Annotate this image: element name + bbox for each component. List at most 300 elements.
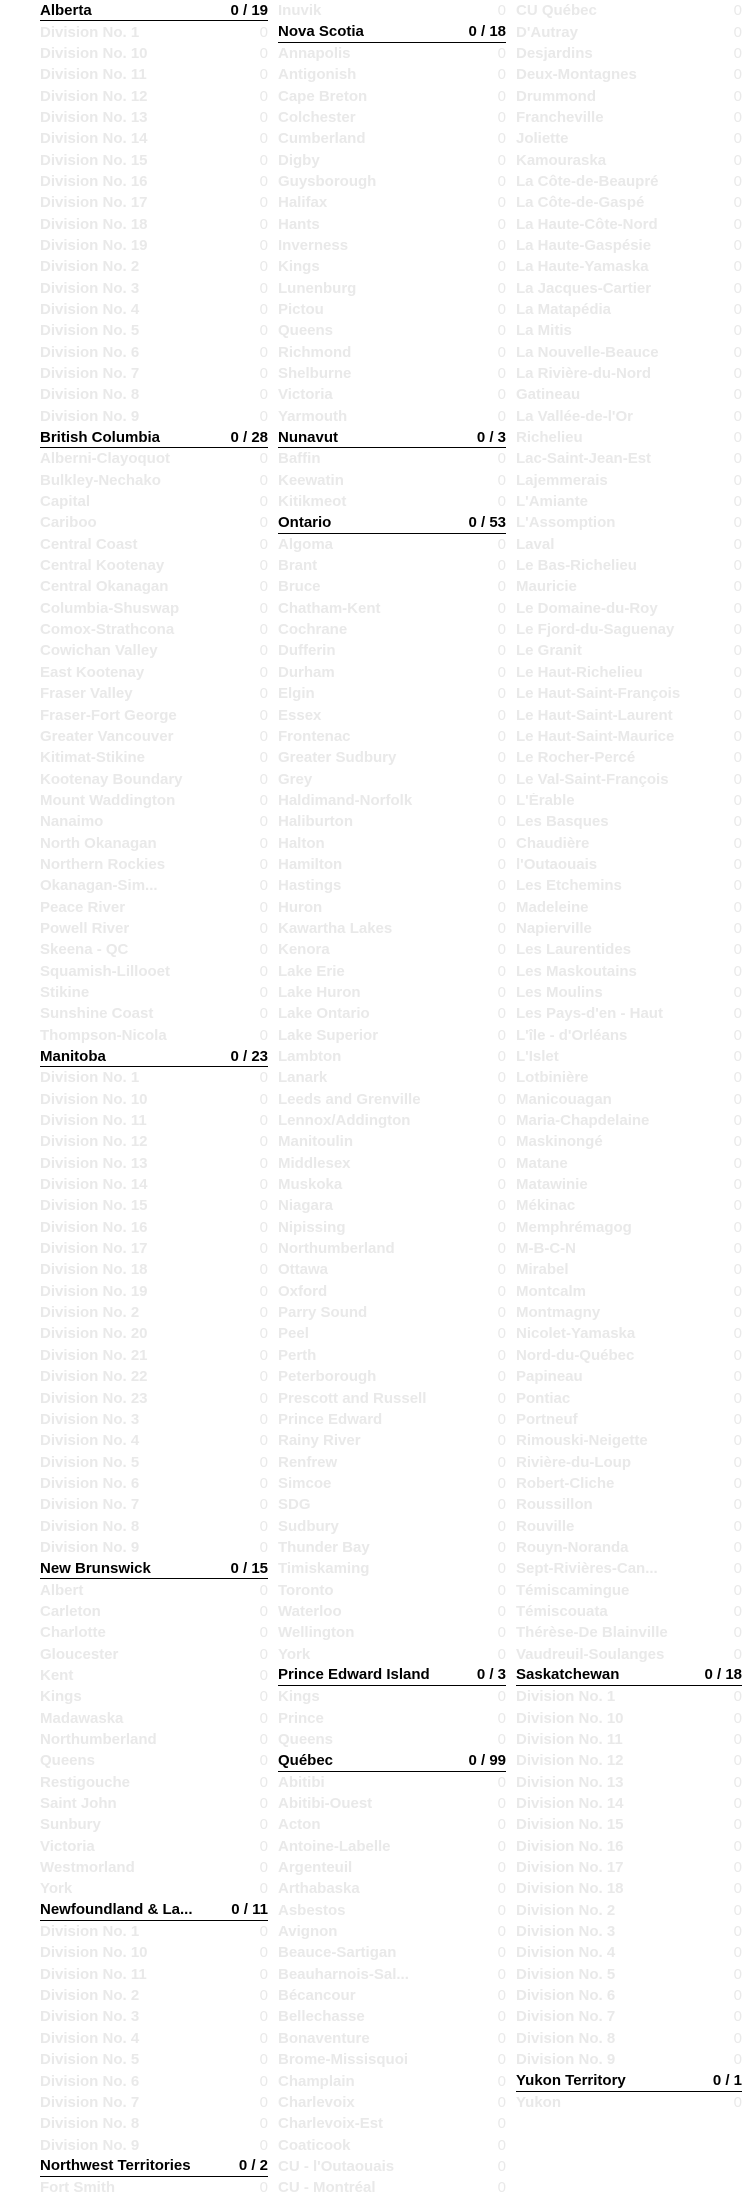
- region-name: Durham: [278, 664, 335, 680]
- region-name: Middlesex: [278, 1155, 351, 1171]
- region-row: [40, 256, 268, 277]
- region-row: [278, 1323, 506, 1344]
- region-row: [516, 43, 742, 64]
- region-count: 0: [259, 1389, 268, 1407]
- region-count: 0: [259, 2136, 268, 2154]
- region-name: Queens: [278, 323, 334, 339]
- region-row: [40, 1110, 268, 1131]
- region-row: [40, 363, 268, 384]
- region-name: Division No. 10: [40, 45, 148, 61]
- region-row: [40, 2092, 268, 2113]
- region-count: 0: [497, 1133, 506, 1151]
- region-name: Division No. 8: [516, 2030, 616, 2046]
- region-name: Fort Smith: [40, 2180, 115, 2196]
- region-count: 0: [733, 300, 742, 318]
- region-count: 0: [259, 258, 268, 276]
- region-name: Bécancour: [278, 1988, 356, 2004]
- province-header: [516, 1665, 742, 1686]
- region-name: Francheville: [516, 109, 604, 125]
- region-name: Charlotte: [40, 1625, 106, 1641]
- region-count: 0: [733, 386, 742, 404]
- region-name: Huron: [278, 899, 323, 915]
- region-name: Le Rocher-Percé: [516, 750, 636, 766]
- region-count: 0: [733, 834, 742, 852]
- region-count: 0: [259, 44, 268, 62]
- region-row: [516, 85, 742, 106]
- region-row: [278, 406, 506, 427]
- region-count: 0: [497, 1901, 506, 1919]
- region-name: Westmorland: [40, 1860, 135, 1876]
- region-row: [516, 1430, 742, 1451]
- region-name: Powell River: [40, 920, 130, 936]
- region-row: [516, 406, 742, 427]
- region-row: [516, 1089, 742, 1110]
- region-name: Division No. 14: [516, 1796, 624, 1812]
- region-row: [278, 832, 506, 853]
- region-count: 0: [497, 727, 506, 745]
- region-row: [278, 1708, 506, 1729]
- region-count: 0: [733, 770, 742, 788]
- region-count: 0: [259, 642, 268, 660]
- region-count: 0: [497, 599, 506, 617]
- region-row: [278, 0, 506, 21]
- region-name: Division No. 8: [40, 2116, 140, 2132]
- region-row: [278, 2092, 506, 2113]
- region-name: Yukon: [516, 2094, 562, 2110]
- region-row: [40, 1921, 268, 1942]
- region-count: 0: [497, 2008, 506, 2026]
- region-row: [516, 128, 742, 149]
- region-count: 0: [733, 1026, 742, 1044]
- province-name: Québec: [278, 1752, 334, 1768]
- region-count: 0: [259, 813, 268, 831]
- region-name: Le Haut-Richelieu: [516, 664, 643, 680]
- region-name: Vaudreuil-Soulanges: [516, 1646, 665, 1662]
- region-name: Division No. 1: [40, 1924, 140, 1940]
- province-header: [40, 1046, 268, 1067]
- region-name: Skeena - QC: [40, 942, 129, 958]
- region-name: M-B-C-N: [516, 1241, 576, 1257]
- region-count: 0: [733, 1645, 742, 1663]
- region-count: 0: [733, 493, 742, 511]
- region-count: 0: [733, 1346, 742, 1364]
- region-row: [516, 982, 742, 1003]
- region-count: 0: [497, 1026, 506, 1044]
- region-row: [516, 1643, 742, 1664]
- region-row: [278, 1793, 506, 1814]
- region-count: 0: [733, 1901, 742, 1919]
- region-count: 0: [497, 1688, 506, 1706]
- region-row: [278, 1046, 506, 1067]
- region-name: L'Assomption: [516, 515, 616, 531]
- region-count: 0: [259, 1432, 268, 1450]
- region-row: [516, 1345, 742, 1366]
- province-header: [278, 427, 506, 448]
- region-row: [278, 448, 506, 469]
- region-count: 0: [497, 1176, 506, 1194]
- region-name: Laval: [516, 536, 555, 552]
- region-row: [278, 2113, 506, 2134]
- region-count: 0: [497, 578, 506, 596]
- region-name: Le Bas-Richelieu: [516, 558, 637, 574]
- region-row: [278, 1836, 506, 1857]
- region-row: [278, 2028, 506, 2049]
- region-row: [278, 1217, 506, 1238]
- region-name: Bellechasse: [278, 2009, 365, 2025]
- region-row: [516, 2049, 742, 2070]
- region-name: Division No. 14: [40, 131, 148, 147]
- region-name: Brome-Missisquoi: [278, 2052, 409, 2068]
- region-name: Haliburton: [278, 814, 353, 830]
- region-row: [40, 512, 268, 533]
- region-count: 0: [497, 1090, 506, 1108]
- province-name: New Brunswick: [40, 1560, 151, 1576]
- region-name: Richmond: [278, 344, 352, 360]
- region-name: L'Islet: [516, 1049, 559, 1065]
- region-row: [516, 832, 742, 853]
- region-name: Division No. 19: [40, 1283, 148, 1299]
- region-row: [278, 171, 506, 192]
- region-name: Lac-Saint-Jean-Est: [516, 451, 652, 467]
- region-row: [516, 448, 742, 469]
- region-name: La Mitis: [516, 323, 572, 339]
- region-row: [40, 1643, 268, 1664]
- region-name: Shelburne: [278, 366, 352, 382]
- region-name: Division No. 5: [40, 1454, 140, 1470]
- region-count: 0: [497, 1965, 506, 1983]
- region-name: Les Etchemins: [516, 878, 622, 894]
- province-header: [278, 21, 506, 42]
- region-row: [516, 320, 742, 341]
- region-count: 0: [259, 279, 268, 297]
- region-name: Le Granit: [516, 643, 582, 659]
- region-count: 0: [497, 471, 506, 489]
- region-row: [516, 64, 742, 85]
- region-row: [40, 662, 268, 683]
- region-row: [40, 491, 268, 512]
- region-count: 0: [259, 2179, 268, 2197]
- region-row: [516, 21, 742, 42]
- region-name: Matane: [516, 1155, 568, 1171]
- region-name: Les Laurentides: [516, 942, 632, 958]
- region-row: [278, 256, 506, 277]
- region-count: 0: [497, 151, 506, 169]
- region-name: Nicolet-Yamaska: [516, 1326, 636, 1342]
- region-row: [40, 1195, 268, 1216]
- region-name: Division No. 16: [40, 1219, 148, 1235]
- region-row: [40, 2049, 268, 2070]
- region-row: [40, 342, 268, 363]
- region-name: Division No. 1: [40, 24, 140, 40]
- region-name: Division No. 5: [516, 1966, 616, 1982]
- region-count: 0: [259, 1624, 268, 1642]
- province-name: British Columbia: [40, 429, 161, 445]
- region-name: Waterloo: [278, 1603, 342, 1619]
- region-row: [278, 1345, 506, 1366]
- region-name: Kings: [278, 259, 320, 275]
- region-row: [516, 192, 742, 213]
- region-name: Wellington: [278, 1625, 355, 1641]
- region-count: 0: [733, 279, 742, 297]
- region-name: La Vallée-de-l'Or: [516, 408, 633, 424]
- region-count: 0: [733, 1325, 742, 1343]
- region-name: Greater Sudbury: [278, 750, 397, 766]
- region-name: Keewatin: [278, 472, 344, 488]
- region-count: 0: [497, 1987, 506, 2005]
- region-row: [278, 85, 506, 106]
- region-count: 0: [259, 514, 268, 532]
- region-name: Beauharnois-Sal...: [278, 1966, 409, 1982]
- region-count: 0: [497, 1069, 506, 1087]
- region-name: Madeleine: [516, 899, 589, 915]
- region-count: 0: [497, 791, 506, 809]
- region-row: [40, 1579, 268, 1600]
- region-name: CU Québec: [516, 3, 597, 19]
- region-name: Le Domaine-du-Roy: [516, 600, 658, 616]
- region-name: Cariboo: [40, 515, 97, 531]
- region-count: 0: [259, 749, 268, 767]
- region-row: [278, 1622, 506, 1643]
- region-name: Rouyn-Noranda: [516, 1539, 629, 1555]
- region-row: [40, 1665, 268, 1686]
- region-name: La Haute-Gaspésie: [516, 237, 652, 253]
- region-name: York: [40, 1881, 73, 1897]
- region-row: [278, 1366, 506, 1387]
- region-row: [516, 1537, 742, 1558]
- region-row: [40, 1025, 268, 1046]
- region-name: Renfrew: [278, 1454, 338, 1470]
- region-count: 0: [497, 87, 506, 105]
- region-name: Nipissing: [278, 1219, 346, 1235]
- region-row: [278, 1259, 506, 1280]
- region-name: Kamouraska: [516, 152, 607, 168]
- region-name: Inuvik: [278, 3, 322, 19]
- region-name: Beauce-Sartigan: [278, 1945, 397, 1961]
- region-name: Division No. 11: [516, 1732, 623, 1748]
- region-count: 0: [497, 279, 506, 297]
- region-row: [516, 1921, 742, 1942]
- region-count: 0: [259, 1538, 268, 1556]
- region-name: Division No. 10: [40, 1945, 148, 1961]
- region-row: [516, 2028, 742, 2049]
- region-count: 0: [259, 1069, 268, 1087]
- region-count: 0: [259, 557, 268, 575]
- region-count: 0: [259, 855, 268, 873]
- region-row: [278, 918, 506, 939]
- region-count: 0: [733, 215, 742, 233]
- region-row: [40, 555, 268, 576]
- region-name: Northumberland: [40, 1732, 157, 1748]
- region-count: 0: [733, 365, 742, 383]
- region-row: [278, 1110, 506, 1131]
- region-count: 0: [497, 1581, 506, 1599]
- region-count: 0: [733, 1005, 742, 1023]
- region-name: Division No. 13: [516, 1774, 624, 1790]
- region-name: Division No. 12: [40, 1134, 148, 1150]
- region-count: 0: [259, 1346, 268, 1364]
- region-row: [278, 1494, 506, 1515]
- region-row: [40, 1153, 268, 1174]
- province-count: 0 / 28: [230, 428, 268, 446]
- region-count: 0: [733, 407, 742, 425]
- region-row: [40, 1857, 268, 1878]
- region-row: [40, 1622, 268, 1643]
- region-row: [516, 2006, 742, 2027]
- region-row: [40, 534, 268, 555]
- region-count: 0: [259, 236, 268, 254]
- region-count: 0: [497, 1880, 506, 1898]
- region-count: 0: [259, 1112, 268, 1130]
- province-count: 0 / 18: [704, 1666, 742, 1684]
- region-row: [40, 683, 268, 704]
- region-name: Chaudière: [516, 835, 590, 851]
- region-name: La Haute-Yamaska: [516, 259, 649, 275]
- region-row: [278, 555, 506, 576]
- region-count: 0: [259, 1666, 268, 1684]
- region-row: [40, 1750, 268, 1771]
- region-name: Sunshine Coast: [40, 1006, 154, 1022]
- region-name: CU - Montréal: [278, 2180, 376, 2196]
- region-row: [516, 640, 742, 661]
- region-name: Kings: [40, 1689, 82, 1705]
- region-row: [278, 1174, 506, 1195]
- region-row: [516, 960, 742, 981]
- region-row: [278, 342, 506, 363]
- region-name: Division No. 5: [40, 323, 140, 339]
- region-name: Cochrane: [278, 622, 348, 638]
- region-name: Dufferin: [278, 643, 336, 659]
- province-header: [40, 427, 268, 448]
- region-count: 0: [497, 1709, 506, 1727]
- region-row: [40, 2177, 268, 2198]
- region-name: Lunenburg: [278, 280, 357, 296]
- region-count: 0: [733, 749, 742, 767]
- region-name: Roussillon: [516, 1497, 593, 1513]
- region-count: 0: [733, 1965, 742, 1983]
- region-row: [40, 875, 268, 896]
- region-count: 0: [497, 1453, 506, 1471]
- region-count: 0: [733, 727, 742, 745]
- region-row: [40, 1793, 268, 1814]
- region-name: Guysborough: [278, 173, 377, 189]
- region-count: 0: [497, 1389, 506, 1407]
- region-row: [40, 1942, 268, 1963]
- region-name: Sudbury: [278, 1518, 339, 1534]
- region-row: [516, 1772, 742, 1793]
- region-count: 0: [497, 1218, 506, 1236]
- region-row: [516, 875, 742, 896]
- region-name: Perth: [278, 1347, 317, 1363]
- region-name: Frontenac: [278, 728, 351, 744]
- region-row: [40, 811, 268, 832]
- region-count: 0: [497, 1240, 506, 1258]
- region-count: 0: [259, 1282, 268, 1300]
- region-row: [516, 790, 742, 811]
- region-name: Peace River: [40, 899, 126, 915]
- region-count: 0: [497, 813, 506, 831]
- region-row: [516, 1025, 742, 1046]
- region-row: [278, 363, 506, 384]
- region-row: [278, 1985, 506, 2006]
- region-count: 0: [259, 962, 268, 980]
- region-count: 0: [733, 1453, 742, 1471]
- region-name: Division No. 18: [516, 1881, 624, 1897]
- region-name: Nord-du-Québec: [516, 1347, 635, 1363]
- region-name: Central Okanagan: [40, 579, 169, 595]
- province-name: Nova Scotia: [278, 24, 364, 40]
- region-count: 0: [733, 962, 742, 980]
- region-count: 0: [733, 130, 742, 148]
- region-row: [278, 2134, 506, 2155]
- region-count: 0: [733, 1218, 742, 1236]
- region-row: [516, 1131, 742, 1152]
- region-count: 0: [497, 322, 506, 340]
- region-name: Division No. 10: [40, 1091, 148, 1107]
- region-row: [278, 1643, 506, 1664]
- region-count: 0: [497, 1005, 506, 1023]
- region-row: [278, 43, 506, 64]
- region-row: [516, 2092, 742, 2113]
- region-name: Lake Huron: [278, 984, 361, 1000]
- region-count: 0: [497, 919, 506, 937]
- region-count: 0: [497, 258, 506, 276]
- region-row: [278, 1515, 506, 1536]
- region-count: 0: [497, 343, 506, 361]
- region-count: 0: [497, 108, 506, 126]
- region-count: 0: [733, 685, 742, 703]
- region-name: Elgin: [278, 686, 315, 702]
- region-name: Thunder Bay: [278, 1539, 370, 1555]
- region-row: [278, 640, 506, 661]
- region-name: Témiscamingue: [516, 1582, 630, 1598]
- region-name: Richelieu: [516, 430, 583, 446]
- region-row: [40, 854, 268, 875]
- region-count: 0: [497, 407, 506, 425]
- region-count: 0: [497, 2029, 506, 2047]
- region-name: Division No. 2: [40, 1988, 140, 2004]
- region-row: [278, 811, 506, 832]
- region-listing: [40, 0, 750, 2199]
- region-count: 0: [497, 1474, 506, 1492]
- region-row: [516, 1857, 742, 1878]
- region-name: Division No. 4: [516, 1945, 616, 1961]
- region-name: Le Val-Saint-François: [516, 771, 669, 787]
- region-row: [278, 2177, 506, 2198]
- region-row: [40, 1985, 268, 2006]
- region-name: Deux-Montagnes: [516, 67, 637, 83]
- region-name: Gatineau: [516, 387, 581, 403]
- region-count: 0: [259, 1709, 268, 1727]
- region-row: [516, 512, 742, 533]
- region-count: 0: [259, 1987, 268, 2005]
- region-row: [516, 918, 742, 939]
- region-count: 0: [497, 365, 506, 383]
- region-row: [40, 768, 268, 789]
- region-name: Division No. 7: [516, 2009, 616, 2025]
- region-count: 0: [259, 599, 268, 617]
- region-row: [516, 235, 742, 256]
- region-count: 0: [497, 386, 506, 404]
- province-header: [278, 1665, 506, 1686]
- region-row: [278, 768, 506, 789]
- region-name: L'Amiante: [516, 494, 588, 510]
- region-row: [278, 235, 506, 256]
- region-row: [278, 213, 506, 234]
- region-name: Division No. 23: [40, 1390, 148, 1406]
- region-row: [278, 1089, 506, 1110]
- region-count: 0: [259, 1325, 268, 1343]
- province-count: 0 / 19: [230, 1, 268, 19]
